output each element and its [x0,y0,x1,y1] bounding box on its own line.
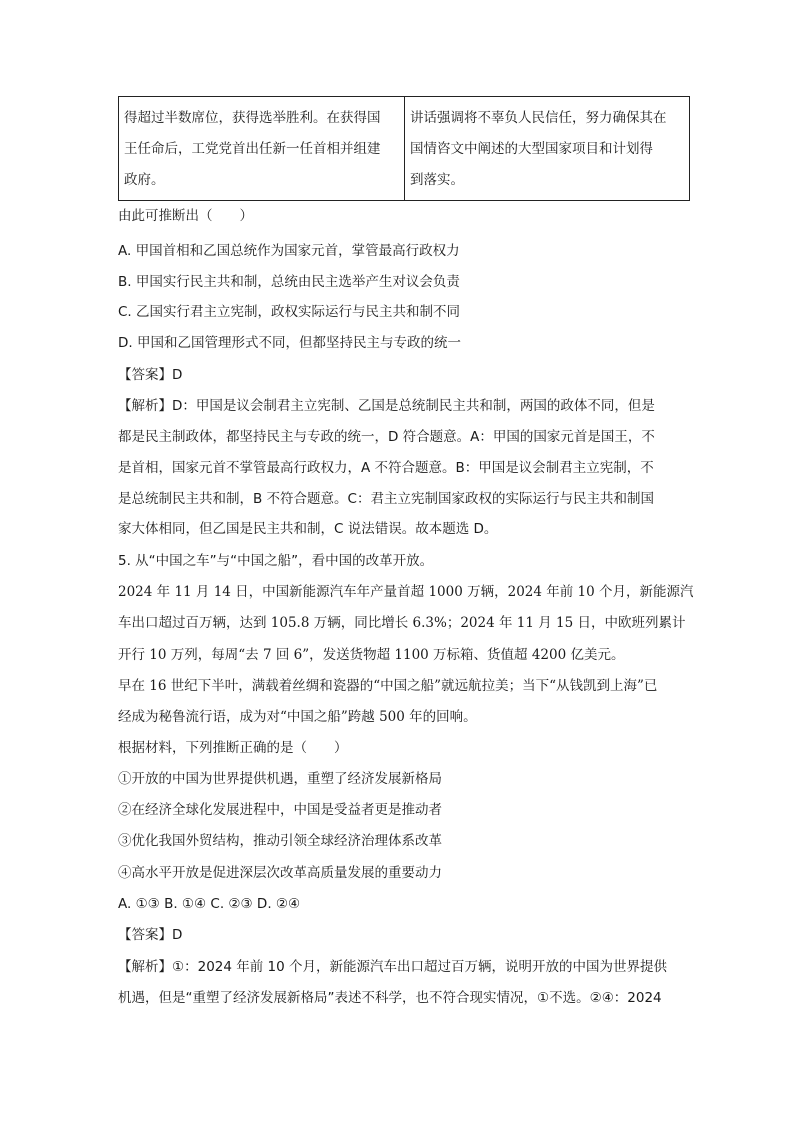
statement-item: ④高水平开放是促进深层次改革高质量发展的重要动力 [118,865,442,881]
cell-text-line: 国情咨文中阐述的大型国家项目和计划得 [410,141,653,157]
statement-item: ②在经济全球化发展进程中，中国是受益者更是推动者 [118,802,442,818]
answer-label: 【答案】D [118,927,183,943]
table-cell-left [119,97,405,201]
analysis-line: 【解析】D：甲国是议会制君主立宪制、乙国是总统制民主共和制，两国的政体不同，但是 [118,398,655,414]
analysis-line: 都是民主制政体，都坚持民主与专政的统一，D 符合题意。A：甲国的国家元首是国王，不 [118,429,655,445]
option-d: D. 甲国和乙国管理形式不同，但都坚持民主与专政的统一 [118,335,461,351]
material-line: 开行 10 万列，每周“去 7 回 6”，发送货物超 1100 万标箱、货值超 4200 亿美元。 [118,647,625,663]
analysis-line: 机遇，但是“重塑了经济发展新格局”表述不科学，也不符合现实情况，①不选。②④：2024 [118,990,662,1006]
cell-text-line: 政府。 [124,172,165,188]
cell-text-line: 到落实。 [410,172,464,188]
option-c: C. 乙国实行君主立宪制，政权实际运行与民主共和制不同 [118,304,461,320]
question-stem: 由此可推断出（ ） [118,208,253,224]
material-line: 早在 16 世纪下半叶，满载着丝绸和瓷器的“中国之船”就远航拉美；当下“从钱凯到上海”已 [118,678,658,694]
material-line: 经成为秘鲁流行语，成为对“中国之船”跨越 500 年的回响。 [118,709,477,725]
question-stem: 根据材料，下列推断正确的是（ ） [118,740,348,756]
analysis-line: 是总统制民主共和制，B 不符合题意。C：君主立宪制国家政权的实际运行与民主共和制国 [118,491,654,507]
option-b: B. 甲国实行民主共和制，总统由民主选举产生对议会负责 [118,274,460,290]
analysis-line: 家大体相同，但乙国是民主共和制，C 说法错误。故本题选 D。 [118,521,498,537]
statement-item: ③优化我国外贸结构，推动引领全球经济治理体系改革 [118,833,442,849]
material-line: 车出口超过百万辆，达到 105.8 万辆，同比增长 6.3%；2024 年 11 月 15 日，中欧班列累计 [118,615,686,631]
option-a: A. 甲国首相和乙国总统作为国家元首，掌管最高行政权力 [118,243,460,259]
cell-text-line: 讲话强调将不辜负人民信任，努力确保其在 [410,110,667,126]
cell-text-line: 王任命后，工党党首出任新一任首相并组建 [124,141,381,157]
analysis-line: 【解析】①：2024 年前 10 个月，新能源汽车出口超过百万辆，说明开放的中国为世界提供 [118,959,668,975]
question-title: 5. 从“中国之车”与“中国之船”，看中国的改革开放。 [118,553,434,569]
table-cell-right [405,97,690,201]
answer-label: 【答案】D [118,367,183,383]
answer-choices: A. ①③ B. ①④ C. ②③ D. ②④ [118,896,301,912]
material-line: 2024 年 11 月 14 日，中国新能源汽车年产量首超 1000 万辆，2024 年前 10 个月，新能源汽 [118,584,694,600]
statement-item: ①开放的中国为世界提供机遇，重塑了经济发展新格局 [118,771,442,787]
comparison-table [118,96,690,201]
analysis-line: 是首相，国家元首不掌管最高行政权力，A 不符合题意。B：甲国是议会制君主立宪制，不 [118,460,654,476]
table-row [119,97,690,201]
cell-text-line: 得超过半数席位，获得选举胜利。在获得国 [124,110,381,126]
